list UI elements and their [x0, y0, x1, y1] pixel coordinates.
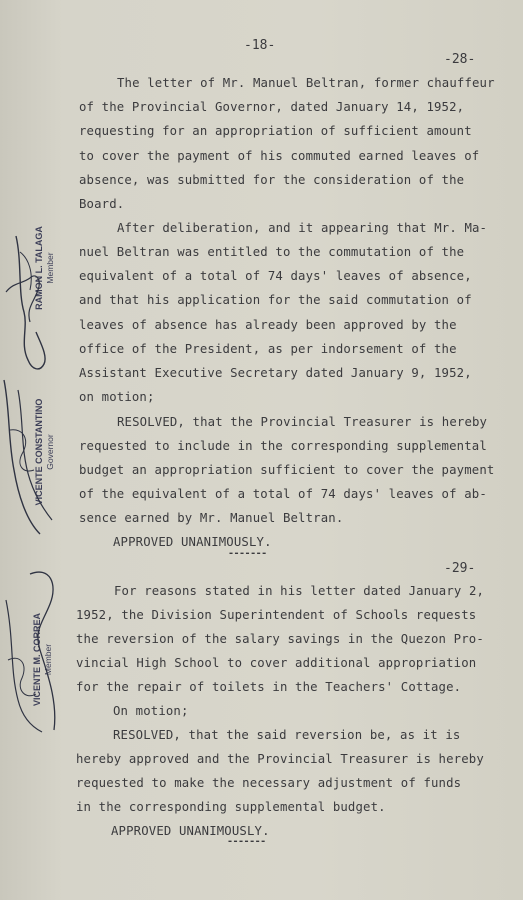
- signature-scribble-top: [0, 232, 60, 382]
- text-line: hereby approved and the Provincial Treasurer is hereby: [76, 752, 484, 766]
- text-line: requested to include in the corresponding supplemental: [79, 439, 487, 453]
- text-line: nuel Beltran was entitled to the commutation of the: [79, 245, 465, 259]
- text-line: of the Provincial Governor, dated January 14, 1952,: [79, 100, 465, 114]
- text-line: Assistant Executive Secretary dated January 9, 1952,: [79, 366, 472, 380]
- page-number: -18-: [244, 38, 276, 53]
- stamp-name: VICENTE M. CORREA: [32, 613, 42, 707]
- text-line: 1952, the Division Superintendent of Schools requests: [76, 608, 477, 622]
- text-line: to cover the payment of his commuted earned leaves of: [79, 149, 480, 163]
- stamp-name: RAMON L. TALAGA: [34, 226, 44, 310]
- text-line: on motion;: [79, 390, 155, 404]
- stamp-name: VICENTE CONSTANTINO: [34, 398, 44, 506]
- text-line: budget an appropriation sufficient to cover the payment: [79, 463, 495, 477]
- item-number-28: -28-: [444, 52, 476, 67]
- text-line: vincial High School to cover additional appropriation: [76, 656, 477, 670]
- signature-scribble-bottom: [0, 560, 62, 740]
- approval-line: APPROVED UNANIMOUSLY.: [111, 824, 270, 838]
- text-line: sence earned by Mr. Manuel Beltran.: [79, 511, 344, 525]
- text-line: leaves of absence has already been approved by the: [79, 318, 457, 332]
- text-line: office of the President, as per indorsement of the: [79, 342, 457, 356]
- text-line: For reasons stated in his letter dated January 2,: [114, 584, 485, 598]
- text-line: RESOLVED, that the Provincial Treasurer is hereby: [117, 415, 488, 429]
- separator: -------: [227, 836, 266, 847]
- text-line: of the equivalent of a total of 74 days' leaves of ab-: [79, 487, 487, 501]
- text-line: absence, was submitted for the consideration of the: [79, 173, 465, 187]
- text-line: in the corresponding supplemental budget.: [76, 800, 386, 814]
- stamp-role: Member: [45, 252, 55, 284]
- text-line: the reversion of the salary savings in the Quezon Pro-: [76, 632, 484, 646]
- item-number-29: -29-: [444, 561, 476, 576]
- text-line: On motion;: [113, 704, 189, 718]
- text-line: for the repair of toilets in the Teachers' Cottage.: [76, 680, 462, 694]
- stamp-role: Governor: [45, 434, 55, 470]
- text-line: Board.: [79, 197, 125, 211]
- text-line: The letter of Mr. Manuel Beltran, former chauffeur: [117, 76, 495, 90]
- text-line: RESOLVED, that the said reversion be, as it is: [113, 728, 461, 742]
- separator: -------: [228, 548, 267, 559]
- stamp-role: Member: [43, 643, 53, 676]
- text-line: requesting for an appropriation of sufficient amount: [79, 124, 472, 138]
- signature-scribble-middle: [0, 370, 60, 540]
- text-line: After deliberation, and it appearing that Mr. Ma-: [117, 221, 488, 235]
- approval-line: APPROVED UNANIMOUSLY.: [113, 535, 272, 549]
- text-line: and that his application for the said commutation of: [79, 293, 472, 307]
- text-line: requested to make the necessary adjustment of funds: [76, 776, 462, 790]
- text-line: equivalent of a total of 74 days' leaves of absence,: [79, 269, 472, 283]
